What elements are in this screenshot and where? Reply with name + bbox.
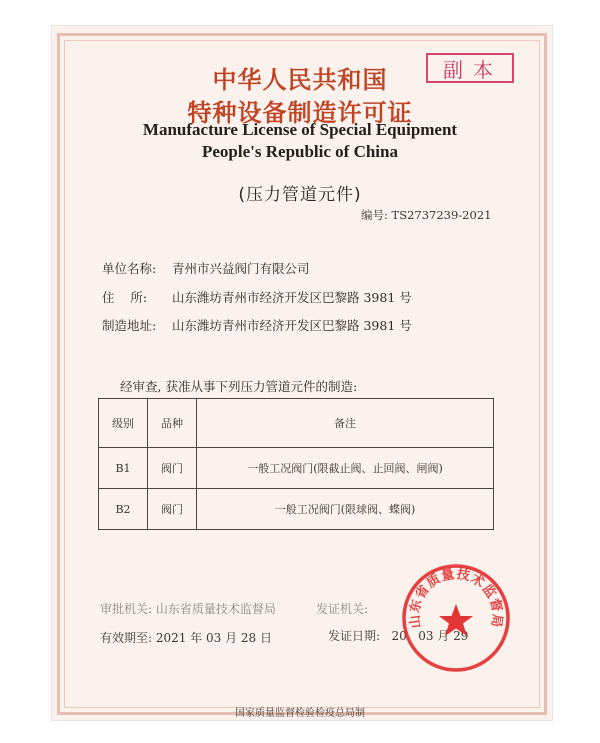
address-label: 住 所: [102, 290, 148, 305]
cell-variety: 阀门 [148, 448, 197, 489]
header-remarks: 备注 [197, 399, 494, 448]
cell-level: B1 [99, 448, 148, 489]
copy-stamp: 副本 [426, 53, 514, 83]
header-level: 级别 [99, 399, 148, 448]
header-variety: 品种 [148, 399, 197, 448]
title-cn-country: 中华人民共和国 [212, 66, 388, 94]
valid-until: 有效期至: 2021 年 03 月 28 日 [100, 631, 273, 645]
mfg-address-row [102, 316, 412, 334]
table-row [99, 448, 494, 489]
official-seal-icon [400, 562, 512, 674]
approval-statement: 经审查, 获准从事下列压力管道元件的制造: [120, 379, 358, 394]
issue-date: 发证日期: 20 03 月 29 [328, 629, 469, 643]
company-row [102, 259, 310, 277]
cell-remarks: 一般工况阀门(限球阀、蝶阀) [197, 489, 494, 530]
license-table [98, 398, 494, 530]
company-value: 青州市兴益阀门有限公司 [172, 261, 310, 276]
equipment-category: (压力管道元件) [238, 185, 362, 205]
mfg-address-label: 制造地址: [102, 318, 157, 333]
title-en-license: Manufacture License of Special Equipment [142, 120, 458, 139]
cell-variety: 阀门 [148, 489, 197, 530]
address-row [102, 288, 412, 306]
certificate-number: 编号: TS2737239-2021 [361, 208, 492, 222]
seal-text: 山东省质量技术监督局 [407, 566, 505, 630]
title-en-country: People's Republic of China [202, 142, 398, 161]
title-cn-license: 特种设备制造许可证 [187, 99, 413, 127]
approval-authority: 审批机关: 山东省质量技术监督局 [100, 602, 276, 616]
table-row [99, 489, 494, 530]
cell-level: B2 [99, 489, 148, 530]
company-label: 单位名称: [102, 261, 157, 276]
address-value: 山东潍坊青州市经济开发区巴黎路 3981 号 [172, 290, 412, 305]
issuing-authority: 发证机关: [316, 602, 369, 616]
table-header-row [99, 399, 494, 448]
footer-issuer: 国家质量监督检验检疫总局制 [235, 708, 365, 719]
mfg-address-value: 山东潍坊青州市经济开发区巴黎路 3981 号 [172, 318, 412, 333]
cell-remarks: 一般工况阀门(限截止阀、止回阀、闸阀) [197, 448, 494, 489]
